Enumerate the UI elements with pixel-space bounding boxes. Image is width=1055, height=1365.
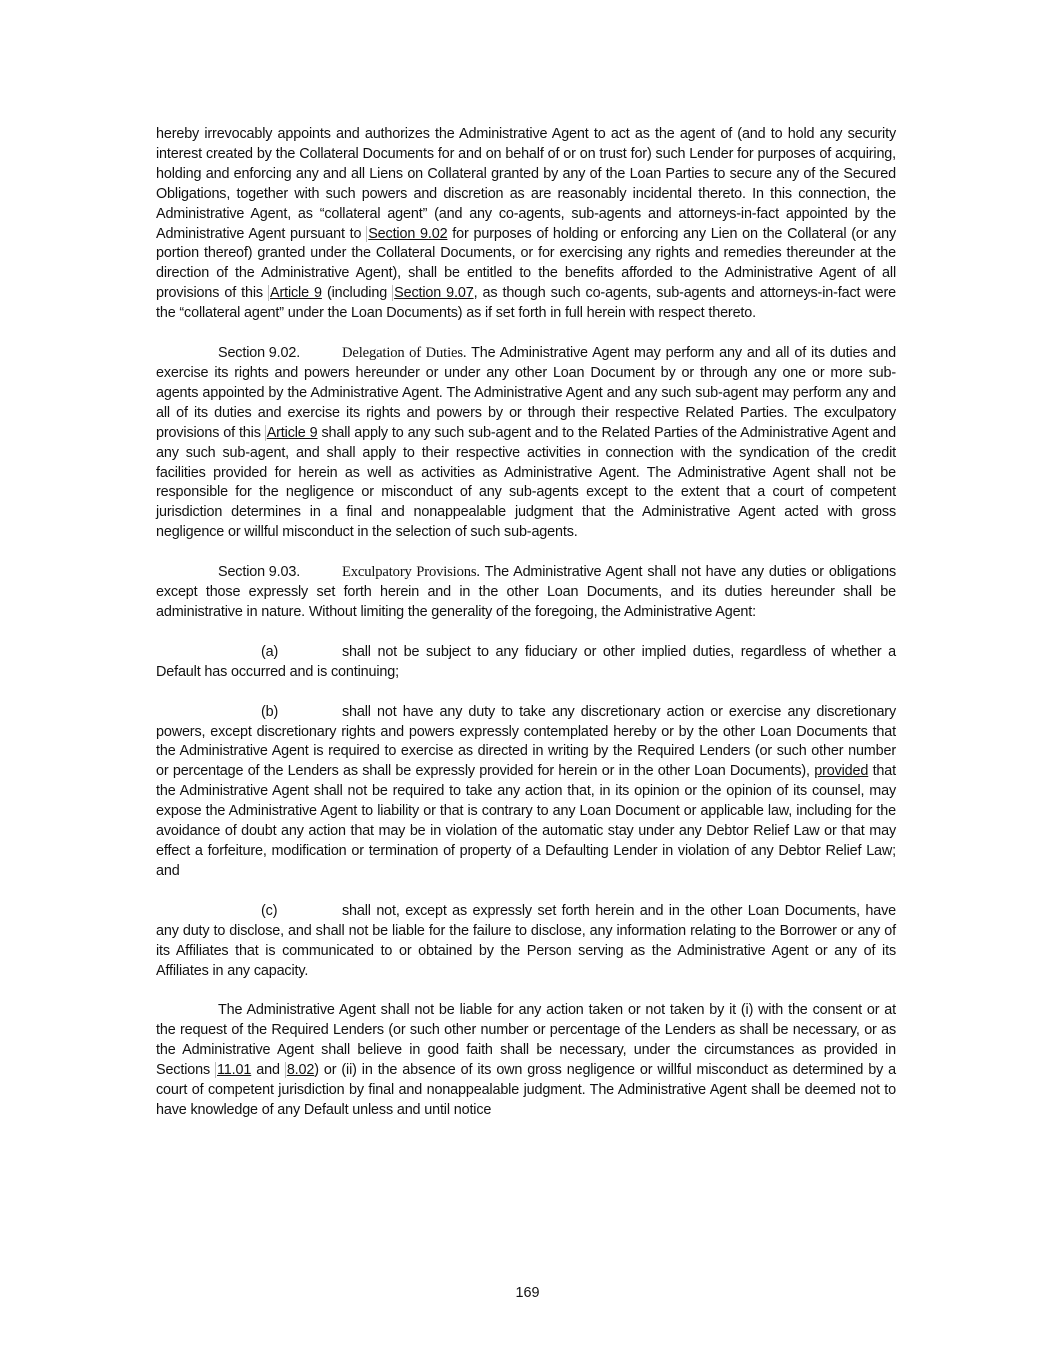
section-9-02-heading: Delegation of Duties.	[342, 345, 467, 362]
link-section-8-02[interactable]: 8.02	[286, 1062, 315, 1079]
link-article-9-exculpatory[interactable]: Article 9	[266, 424, 318, 441]
section-9-02-number: Section 9.02.	[218, 345, 301, 362]
paragraph-collateral-agent: hereby irrevocably appoints and authorizes the Administrative Agent to act as the agent of (and to hold any security interest created by the Collateral Documents for and on behalf of or on trust for) such Lender for purposes of acquiring, holding and enforcing any and all Liens on Collateral granted by any of the Loan Parties to secure any of the Secured Obligations, together with such powers and discretion as are reasonably incidental thereto. In this connection, the Administrative Agent, as “collateral agent” (and any co-agents, sub-agents and attorneys-in-fact appointed by the Administrative Agent pursuant to Section 9.02 for purposes of holding or enforcing any Lien on the Collateral (or any portion thereof) granted under the Collateral Documents, or for exercising any rights and remedies thereunder at the direction of the Administrative Agent), shall be entitled to the benefits afforded to the Administrative Agent of all provisions of this Article 9 (including Section 9.07, as though such co-agents, sub-agents and attorneys-in-fact were the “collateral agent” under the Loan Documents) as if set forth in full herein with respect thereto.	[156, 126, 897, 322]
clause-c: (c) shall not, except as expressly set forth herein and in the other Loan Documents, have any duty to disclose, and shall not be liable for the failure to disclose, any information relating to the Borrower or any of its Affiliates that is communicated to or obtained by the Person serving as the Administrative Agent or any of its Affiliates in any capacity.	[156, 902, 896, 979]
section-9-02-paragraph: Section 9.02. Delegation of Duties. The Administrative Agent may perform any and all of its duties and exercise its rights and powers hereunder or under any other Loan Document by or through any one or more sub-agents appointed by the Administrative Agent. The Administrative Agent and any such sub-agent may perform any and all of its duties and exercise its rights and powers by or through their respective Related Parties. The exculpatory provisions of this Article 9 shall apply to any such sub-agent and to the Related Parties of the Administrative Agent and any such sub-agent, and shall apply to their respective activities in connection with the syndication of the credit facilities provided for herein as well as activities as Administrative Agent. The Administrative Agent shall not be responsible for the negligence or misconduct of any sub-agents except to the extent that a court of competent jurisdiction determines in a final and nonappealable judgment that the Administrative Agent acted with gross negligence or willful misconduct in the selection of such sub-agents.	[156, 345, 896, 541]
link-section-9-07[interactable]: Section 9.07	[394, 285, 474, 302]
section-9-03-heading: Exculpatory Provisions.	[342, 564, 480, 581]
link-section-9-02[interactable]: Section 9.02	[368, 225, 448, 242]
link-section-11-01[interactable]: 11.01	[217, 1062, 252, 1079]
section-9-03-number: Section 9.03.	[218, 564, 301, 581]
section-9-03-paragraph: Section 9.03. Exculpatory Provisions. The Administrative Agent shall not have any duties or obligations except those expressly set forth herein and in the other Loan Documents, and its duties hereunder shall be administrative in nature. Without limiting the generality of the foregoing, the Administrative Agent:	[156, 564, 896, 620]
page-number: 169	[515, 1285, 540, 1301]
link-article-9[interactable]: Article 9	[270, 285, 322, 302]
clause-b: (b) shall not have any duty to take any discretionary action or exercise any discretionary powers, except discretionary rights and powers expressly contemplated hereby or by the other Loan Documents that the Administrative Agent is required to exercise as directed in writing by the Required Lenders (or such other number or percentage of the Lenders as shall be expressly provided for herein or in the other Loan Documents), provided that the Administrative Agent shall not be required to take any action that, in its opinion or the opinion of its counsel, may expose the Administrative Agent to liability or that is contrary to any Loan Document or applicable law, including for the avoidance of doubt any action that may be in violation of the automatic stay under any Debtor Relief Law or that may effect a forfeiture, modification or termination of property of a Defaulting Lender in violation of any Debtor Relief Law; and	[156, 703, 896, 879]
clause-c-label: (c)	[261, 902, 278, 919]
clause-a: (a) shall not be subject to any fiduciary or other implied duties, regardless of whether a Default has occurred and is continuing;	[156, 643, 896, 680]
paragraph-liability: The Administrative Agent shall not be liable for any action taken or not taken by it (i) with the consent or at the request of the Required Lenders (or such other number or percentage of the Lenders as shall be necessary, or as the Administrative Agent shall believe in good faith shall be necessary, under the circumstances as provided in Sections 11.01 and 8.02) or (ii) in the absence of its own gross negligence or willful misconduct as determined by a court of competent jurisdiction by final and nonappealable judgment. The Administrative Agent shall be deemed not to have knowledge of any Default unless and until notice	[156, 1002, 897, 1118]
clause-a-label: (a)	[261, 643, 279, 660]
clause-b-label: (b)	[261, 703, 279, 720]
provided-term: provided	[814, 763, 869, 780]
document-body	[156, 125, 896, 1141]
